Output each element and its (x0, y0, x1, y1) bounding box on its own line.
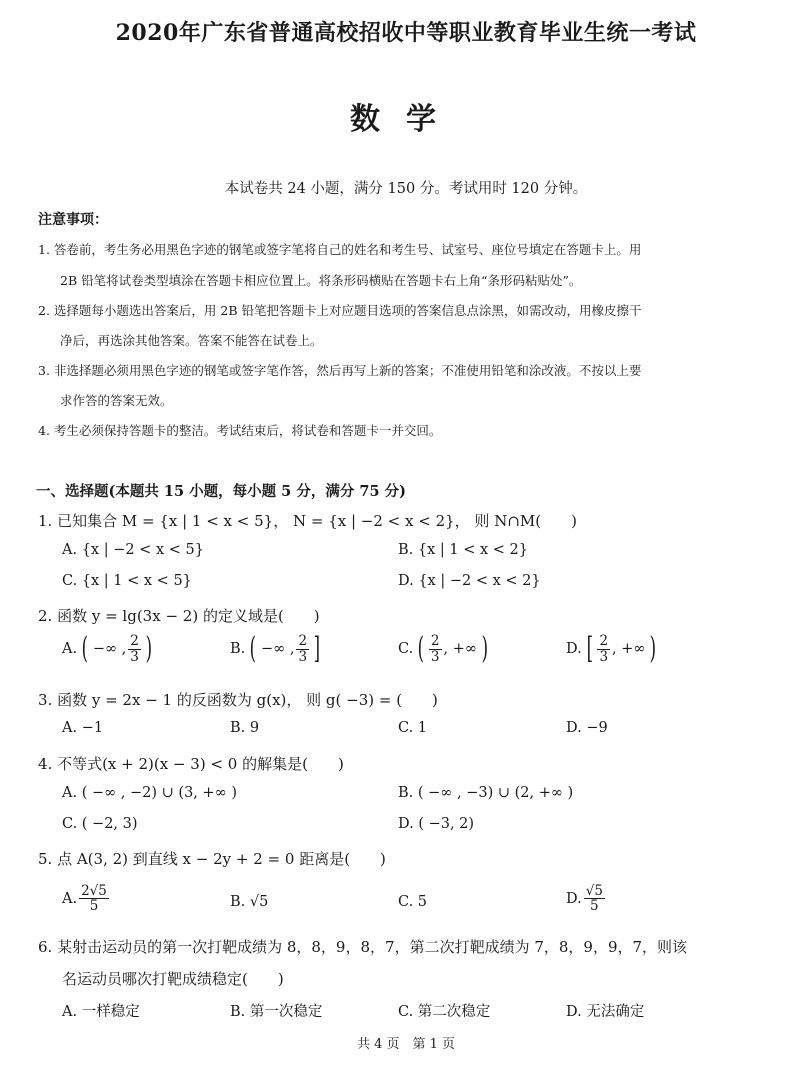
option-label: B. (230, 641, 246, 657)
fraction-denominator: 3 (130, 648, 139, 665)
open-bracket: [ (586, 631, 593, 666)
notice-line: 2. 选择题每小题选出答案后，用 2B 铅笔把答题卡上对应题目选项的答案信息点涂黑，如需改动，用橡皮擦干 (38, 303, 642, 318)
fraction-numerator: 2 (298, 633, 308, 650)
interval-right: , +∞ (612, 641, 646, 657)
question-2-option-c (398, 631, 491, 666)
question-1-option-b: B. {x | 1 < x < 2} (398, 542, 528, 558)
question-4-option-d: D. ( −3, 2) (398, 816, 475, 832)
notice-line: 2B 铅笔将试卷类型填涂在答题卡相应位置上。将条形码横贴在答题卡右上角“条形码粘贴处”。 (60, 273, 582, 288)
question-6-option-a: A. 一样稳定 (62, 1004, 140, 1020)
fraction (128, 634, 141, 663)
close-bracket: ) (481, 631, 489, 666)
notice-line: 求作答的答案无效。 (60, 393, 173, 408)
question-3-option-a: A. −1 (62, 720, 104, 736)
open-bracket: ( (249, 631, 257, 666)
section-heading: 一、选择题(本题共 15 小题，每小题 5 分，满分 75 分) (36, 483, 406, 500)
question-3-stem: 3. 函数 y = 2x − 1 的反函数为 g(x)， 则 g( −3) = ( ) (38, 691, 438, 709)
notice-line: 3. 非选择题必须用黑色字迹的钢笔或签字笔作答，然后再写上新的答案；不准使用铅笔和涂改液。不按以上要 (38, 363, 642, 378)
notice-line: 4. 考生必须保持答题卡的整洁。考试结束后，将试卷和答题卡一并交回。 (38, 423, 442, 438)
question-3-option-d: D. −9 (566, 720, 608, 736)
exam-intro: 本试卷共 24 小题，满分 150 分。考试用时 120 分钟。 (224, 181, 588, 197)
question-6-option-b: B. 第一次稳定 (230, 1004, 323, 1020)
question-6-option-c: C. 第二次稳定 (398, 1004, 491, 1020)
question-2-stem: 2. 函数 y = lg(3x − 2) 的定义域是( ) (38, 607, 320, 625)
question-4-stem: 4. 不等式(x + 2)(x − 3) < 0 的解集是( ) (38, 755, 344, 773)
question-3-option-c: C. 1 (398, 720, 428, 736)
fraction-denominator: 3 (298, 648, 308, 665)
option-label: D. (566, 890, 582, 907)
fraction-numerator: 2 (130, 633, 139, 650)
fraction-numerator: 2 (599, 633, 609, 650)
question-5-stem: 5. 点 A(3, 2) 到直线 x − 2y + 2 = 0 距离是( ) (38, 850, 386, 868)
close-bracket: ) (145, 631, 152, 666)
question-2-option-a (62, 631, 155, 666)
question-6-option-d: D. 无法确定 (566, 1004, 645, 1020)
interval-left: −∞ , (260, 641, 295, 657)
question-5-option-b: B. √5 (230, 894, 269, 910)
question-1-option-c: C. {x | 1 < x < 5} (62, 573, 192, 589)
interval-left: −∞ , (92, 641, 127, 657)
option-label: A. (62, 890, 78, 907)
close-bracket: ) (650, 631, 657, 666)
question-3-option-b: B. 9 (230, 720, 260, 736)
page-footer: 共 4 页 第 1 页 (356, 1037, 456, 1052)
question-2-option-b (230, 631, 323, 666)
question-2-option-d (566, 631, 659, 666)
option-label: C. (398, 641, 414, 657)
fraction-denominator: 5 (590, 898, 599, 915)
subject-title: 数学 (350, 102, 462, 137)
option-label: A. (62, 641, 78, 657)
fraction-denominator: 3 (430, 648, 440, 665)
question-5-option-d (566, 884, 605, 913)
fraction (79, 884, 109, 913)
exam-title: 2020年广东省普通高校招收中等职业教育毕业生统一考试 (115, 20, 697, 46)
notice-line: 净后，再选涂其他答案。答案不能答在试卷上。 (60, 333, 323, 348)
question-4-option-b: B. ( −∞ , −3) ∪ (2, +∞ ) (398, 785, 574, 801)
fraction-numerator: 2√5 (81, 883, 107, 899)
open-bracket: ( (81, 631, 89, 666)
option-label: D. (566, 641, 582, 657)
fraction-numerator: 2 (430, 633, 440, 650)
question-5-option-c: C. 5 (398, 894, 428, 910)
notice-heading: 注意事项： (38, 212, 108, 228)
interval-right: , +∞ (443, 641, 477, 657)
question-4-option-c: C. ( −2, 3) (62, 816, 138, 832)
fraction-denominator: 3 (599, 648, 609, 665)
open-bracket: ( (417, 631, 425, 666)
question-1-option-d: D. {x | −2 < x < 2} (398, 573, 541, 589)
fraction (584, 884, 605, 913)
fraction-denominator: 5 (89, 898, 99, 915)
fraction-numerator: √5 (585, 883, 603, 899)
fraction (597, 634, 610, 663)
fraction (429, 634, 442, 663)
question-6-stem: 6. 某射击运动员的第一次打靶成绩为 8，8，9，8，7，第二次打靶成绩为 7，8，9，9，7，则该 (38, 938, 688, 956)
question-6-stem-continued: 名运动员哪次打靶成绩稳定( ) (62, 970, 284, 988)
question-5-option-a (62, 884, 109, 913)
question-4-option-a: A. ( −∞ , −2) ∪ (3, +∞ ) (62, 785, 238, 801)
question-1-stem: 1. 已知集合 M = {x | 1 < x < 5}， N = {x | −2 < x < 2}， 则 N∩M( ) (38, 512, 577, 530)
fraction (296, 634, 309, 663)
notice-line: 1. 答卷前，考生务必用黑色字迹的钢笔或签字笔将自己的姓名和考生号、试室号、座位号填定在答题卡上。用 (38, 242, 642, 257)
close-bracket: ] (313, 631, 321, 666)
question-1-option-a: A. {x | −2 < x < 5} (62, 542, 204, 558)
